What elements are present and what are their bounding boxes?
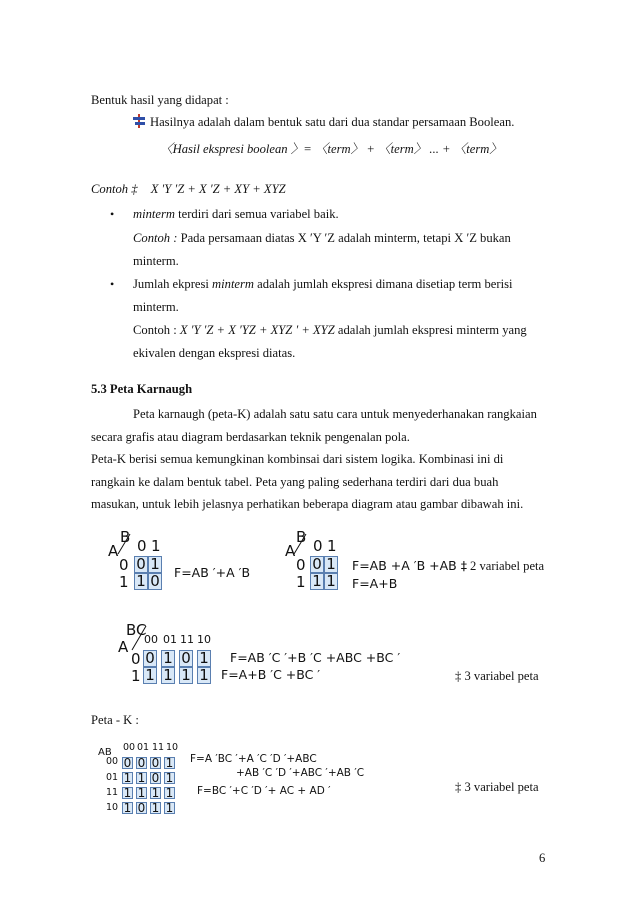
kmap-cell: 1: [123, 771, 132, 785]
kmap-cell: 0: [179, 650, 193, 667]
kmap-cell: 1: [137, 771, 146, 785]
kmap-2var-a-row-header: 0: [119, 556, 129, 574]
kmap-cell: 1: [165, 756, 174, 770]
para1-line1: Peta karnaugh (peta-K) adalah satu satu cara untuk menyederhanakan rangkaian: [133, 407, 537, 421]
kmap-4var-row-header: 10: [106, 802, 119, 813]
para1-line2: secara grafis atau diagram berdasarkan teknik pengenalan pola.: [91, 430, 410, 444]
kmap-2var-a-row-header: 1: [119, 573, 129, 591]
kmap-4var-row-header: 11: [106, 787, 119, 798]
bullet-2-line2: minterm.: [133, 300, 179, 314]
bullet-2-example-pre: Contoh :: [133, 323, 180, 337]
kmap-2var-a-col-header: 1: [151, 537, 161, 555]
kmap-cell: 1: [143, 667, 157, 684]
kmap-2var-b-row-header: 0: [296, 556, 306, 574]
kmap-cell: 1: [161, 667, 175, 684]
kmap-cell: 0: [123, 756, 132, 770]
para2-line1: Peta-K berisi semua kemungkinan kombinsai dari sistem logika. Kombinasi ini di: [91, 452, 504, 466]
para2-line2: rangkain ke dalam bentuk tabel. Peta yang paling sederhana terdiri dari dua buah: [91, 475, 499, 489]
kmap-cell: 1: [148, 556, 162, 573]
kmap-2var-caption: 2 variabel peta: [470, 559, 545, 573]
kmap-2var-b-row-var: A: [285, 542, 296, 560]
kmap-2var-b-col-header: 1: [327, 537, 337, 555]
kmap-cell: 1: [165, 786, 174, 800]
kmap-cell: 1: [123, 786, 132, 800]
bullet-2-example-cont: ekivalen dengan ekspresi diatas.: [133, 346, 296, 360]
bullet-2-example-post: adalah jumlah ekspresi minterm yang: [334, 323, 527, 337]
bullet-1-example-cont: minterm.: [133, 254, 179, 268]
para2-line3: masukan, untuk lebih jelasnya perhatikan beberapa diagram atau gambar dibawah ini.: [91, 497, 524, 511]
kmap-cell: 1: [151, 801, 160, 815]
bullet-1-text: terdiri dari semua variabel baik.: [174, 207, 339, 221]
kmap-cell: 0: [137, 756, 146, 770]
section-title: 5.3 Peta Karnaugh: [91, 382, 193, 396]
kmap-4var-col-header: 10: [166, 742, 179, 753]
kmap-3var-caption: ‡ 3 variabel peta: [455, 669, 539, 683]
kmap-2var-b-col-var: B: [296, 528, 307, 546]
kmap-2var-a-col-header: 0: [137, 537, 147, 555]
kmap-3var-row-header: 1: [131, 667, 141, 685]
contoh-label: Contoh ‡: [91, 182, 138, 196]
kmap-cell: 1: [165, 771, 174, 785]
kmap-cell: 0: [151, 756, 160, 770]
bullet-dot: •: [110, 277, 115, 291]
kmap-2var-b-col-header: 0: [313, 537, 323, 555]
kmap-cell: 1: [134, 573, 148, 590]
kmap-4var-vars: AB: [98, 747, 112, 758]
kmap-cell: 1: [165, 801, 174, 815]
kmap-3var-formula2: F=A+B ′C +BC ′: [221, 667, 321, 682]
kmap-3var-col-header: 11: [180, 633, 194, 646]
kmap-2var-b-formula1: F=AB +A ′B +AB ‡: [352, 558, 467, 573]
kmap-cell: 1: [137, 786, 146, 800]
kmap-cell: 0: [137, 801, 146, 815]
kmap-4var-row-header: 00: [106, 756, 119, 767]
page-number: 6: [539, 851, 546, 865]
kmap-4var-col-header: 11: [152, 742, 165, 753]
kmap-cell: 0: [151, 771, 160, 785]
kmap-3var-row-header: 0: [131, 650, 141, 668]
kmap-cell: 1: [324, 556, 338, 573]
bullet-2-italic: minterm: [212, 277, 255, 291]
bullet-1-lead: minterm: [133, 207, 175, 221]
kmap-3var-col-header: 10: [197, 633, 211, 646]
kmap-cell: 0: [148, 573, 162, 590]
kmap-4var-formula1: F=A ′BC ′+A ′C ′D ′+ABC: [190, 753, 317, 765]
bullet-2-post: adalah jumlah ekspresi dimana disetiap term berisi: [254, 277, 513, 291]
kmap-cell: 1: [310, 573, 324, 590]
kmap-4var-col-header: 00: [123, 742, 136, 753]
kmap-3var-col-var: BC: [126, 621, 147, 639]
kmap-3var-formula1: F=AB ′C ′+B ′C +ABC +BC ′: [230, 650, 401, 665]
kmap-cell: 0: [310, 556, 324, 573]
kmap-cell: 1: [197, 650, 211, 667]
intro-bullet-text: Hasilnya adalah dalam bentuk satu dari dua standar persamaan Boolean.: [150, 115, 515, 129]
bullet-2-line1: [133, 277, 512, 292]
kmap-3var-col-header: 00: [144, 633, 158, 646]
kmap-cell: 1: [324, 573, 338, 590]
kmap-cell: 1: [123, 801, 132, 815]
bullet-2-example-expr: X ′Y ′Z + X ′YZ + XYZ ′ + XYZ: [179, 323, 335, 337]
kmap-4var-formula3: F=BC ′+C ′D ′+ AC + AD ′: [197, 785, 331, 797]
intro-formula: 〈Hasil ekspresi boolean 〉= 〈term〉 + 〈term〉 ... + 〈term〉: [160, 142, 502, 156]
kmap-4var-caption: ‡ 3 variabel peta: [455, 780, 539, 794]
bullet-1-example: [133, 231, 548, 246]
bullet-1-example-text: Pada persamaan diatas X ′Y ′Z adalah minterm, tetapi X ′Z bukan: [177, 231, 511, 245]
bullet-bars-icon: [133, 114, 145, 128]
bullet-2-pre: Jumlah ekpresi: [133, 277, 213, 291]
bullet-1-line: [133, 207, 339, 222]
intro-heading: Bentuk hasil yang didapat :: [91, 93, 229, 107]
bullet-dot: •: [110, 207, 115, 221]
kmap-4var-row-header: 01: [106, 772, 119, 783]
kmap-cell: 1: [179, 667, 193, 684]
bullet-1-example-label: Contoh :: [133, 231, 178, 245]
kmap-2var-b-row-header: 1: [296, 573, 306, 591]
kmap-cell: 1: [161, 650, 175, 667]
contoh-expression: X ′Y ′Z + X ′Z + XY + XYZ: [150, 182, 286, 196]
kmap-cell: 1: [151, 786, 160, 800]
kmap-cell: 0: [143, 650, 157, 667]
kmap-cell: 1: [197, 667, 211, 684]
kmap-3var-col-header: 01: [163, 633, 177, 646]
kmap-2var-b-formula2: F=A+B: [352, 576, 398, 591]
kmap-4var-col-header: 01: [137, 742, 150, 753]
kmap-2var-a-col-var: B: [120, 528, 131, 546]
petak-label: Peta - K :: [91, 713, 139, 727]
kmap-4var-formula2: +AB ′C ′D ′+ABC ′+AB ′C: [236, 767, 365, 779]
kmap-3var-row-var: A: [118, 638, 129, 656]
kmap-cell: 0: [134, 556, 148, 573]
kmap-2var-a-row-var: A: [108, 542, 119, 560]
kmap-2var-a-formula: F=AB ′+A ′B: [174, 565, 251, 580]
bullet-2-example: [133, 323, 527, 338]
